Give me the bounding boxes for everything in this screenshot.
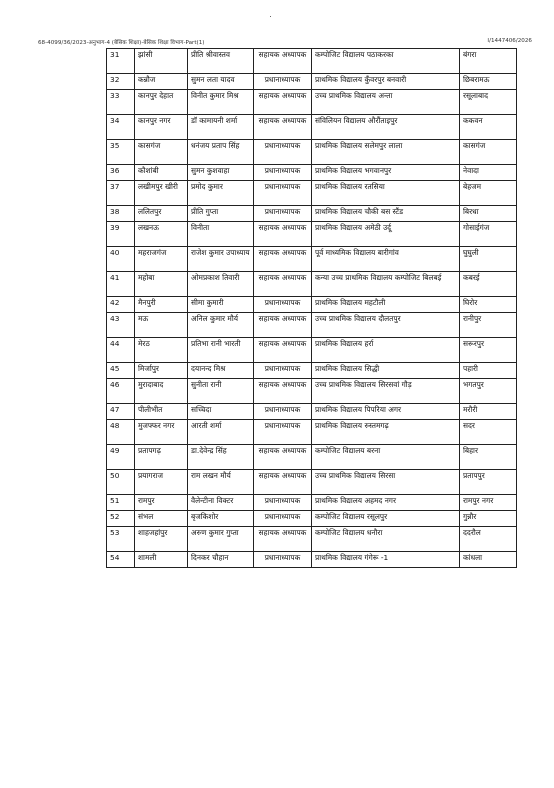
district-name: मुजफ्फर नगर xyxy=(135,420,188,445)
teacher-name: सुमन कुशवाहा xyxy=(188,165,254,181)
district-name: महोबा xyxy=(135,272,188,297)
table-body xyxy=(107,49,517,568)
block-name: ददरौल xyxy=(460,527,517,552)
block-name: सदर xyxy=(460,420,517,445)
table-row xyxy=(107,527,517,552)
teacher-list-table xyxy=(106,48,517,568)
designation: प्रधानाध्यापक xyxy=(254,206,312,222)
table-row xyxy=(107,140,517,165)
document-number: I/1447406/2026 xyxy=(487,38,532,44)
designation: प्रधानाध्यापक xyxy=(254,420,312,445)
designation: सहायक अध्यापक xyxy=(254,115,312,140)
table-row xyxy=(107,470,517,495)
district-name: कानपुर देहात xyxy=(135,90,188,115)
teacher-name: डॉ कामायनी शर्मा xyxy=(188,115,254,140)
teacher-name: बृजकिशोर xyxy=(188,511,254,527)
district-name: रामपुर xyxy=(135,495,188,511)
serial-number: 54 xyxy=(107,552,135,568)
block-name: प्रतापपुर xyxy=(460,470,517,495)
designation: सहायक अध्यापक xyxy=(254,313,312,338)
designation: सहायक अध्यापक xyxy=(254,222,312,247)
table-row xyxy=(107,247,517,272)
school-name: प्राथमिक विद्यालय रतसिया xyxy=(312,181,460,206)
table-row xyxy=(107,338,517,363)
teacher-name: ओमप्रकाश तिवारी xyxy=(188,272,254,297)
teacher-name: विनीता xyxy=(188,222,254,247)
serial-number: 48 xyxy=(107,420,135,445)
district-name: कासगंज xyxy=(135,140,188,165)
block-name: बंगरा xyxy=(460,49,517,74)
teacher-name: सीमा कुमारी xyxy=(188,297,254,313)
table-row xyxy=(107,49,517,74)
district-name: मुरादाबाद xyxy=(135,379,188,404)
serial-number: 47 xyxy=(107,404,135,420)
designation: सहायक अध्यापक xyxy=(254,272,312,297)
table-row xyxy=(107,445,517,470)
teacher-name: अरुण कुमार गुप्ता xyxy=(188,527,254,552)
teacher-name: सच्चिदा xyxy=(188,404,254,420)
district-name: मेरठ xyxy=(135,338,188,363)
document-header xyxy=(38,38,532,48)
block-name: भगतपुर xyxy=(460,379,517,404)
table-row xyxy=(107,420,517,445)
school-name: उच्च प्राथमिक विद्यालय सिरसा xyxy=(312,470,460,495)
table-row xyxy=(107,74,517,90)
block-name: ककवन xyxy=(460,115,517,140)
district-name: झांसी xyxy=(135,49,188,74)
block-name: घुघुली xyxy=(460,247,517,272)
teacher-name: प्रतिभा रानी भारती xyxy=(188,338,254,363)
block-name: बिरधा xyxy=(460,206,517,222)
block-name: पहारी xyxy=(460,363,517,379)
block-name: गोसाईगंज xyxy=(460,222,517,247)
district-name: शामली xyxy=(135,552,188,568)
designation: सहायक अध्यापक xyxy=(254,445,312,470)
school-name: कम्पोजिट विद्यालय बरना xyxy=(312,445,460,470)
school-name: उच्च प्राथमिक विद्यालय अन्ता xyxy=(312,90,460,115)
school-name: संविलियन विद्यालय औरौंताइपुर xyxy=(312,115,460,140)
designation: प्रधानाध्यापक xyxy=(254,404,312,420)
teacher-name: राम लखन मौर्य xyxy=(188,470,254,495)
block-name: रसूलाबाद xyxy=(460,90,517,115)
designation: सहायक अध्यापक xyxy=(254,338,312,363)
table-row xyxy=(107,404,517,420)
table-row xyxy=(107,90,517,115)
table-row xyxy=(107,181,517,206)
school-name: प्राथमिक विद्यालय पिपरिया अगर xyxy=(312,404,460,420)
serial-number: 32 xyxy=(107,74,135,90)
table-row xyxy=(107,297,517,313)
designation: प्रधानाध्यापक xyxy=(254,297,312,313)
block-name: रानीपुर xyxy=(460,313,517,338)
table-row xyxy=(107,115,517,140)
designation: सहायक अध्यापक xyxy=(254,90,312,115)
teacher-name: राजेश कुमार उपाध्याय xyxy=(188,247,254,272)
teacher-name: वैलेन्टीना विक्टर xyxy=(188,495,254,511)
school-name: प्राथमिक विद्यालय अहमद नगर xyxy=(312,495,460,511)
serial-number: 41 xyxy=(107,272,135,297)
school-name: प्राथमिक विद्यालय गंगेरू -1 xyxy=(312,552,460,568)
block-name: कांधला xyxy=(460,552,517,568)
school-name: प्राथमिक विद्यालय हर्रा xyxy=(312,338,460,363)
school-name: पूर्व माध्यमिक विद्यालय बारीगांव xyxy=(312,247,460,272)
serial-number: 49 xyxy=(107,445,135,470)
school-name: उच्च प्राथमिक विद्यालय दौलतपुर xyxy=(312,313,460,338)
table-row xyxy=(107,379,517,404)
block-name: घिरोर xyxy=(460,297,517,313)
serial-number: 45 xyxy=(107,363,135,379)
serial-number: 33 xyxy=(107,90,135,115)
district-name: लखीमपुर खीरी xyxy=(135,181,188,206)
teacher-name: डा.देवेन्द्र सिंह xyxy=(188,445,254,470)
designation: सहायक अध्यापक xyxy=(254,49,312,74)
block-name: बेहजम xyxy=(460,181,517,206)
school-name: प्राथमिक विद्यालय रुस्तमगढ़ xyxy=(312,420,460,445)
teacher-name: प्रमोद कुमार xyxy=(188,181,254,206)
serial-number: 53 xyxy=(107,527,135,552)
designation: प्रधानाध्यापक xyxy=(254,552,312,568)
designation: सहायक अध्यापक xyxy=(254,527,312,552)
district-name: मैनपुरी xyxy=(135,297,188,313)
table-row xyxy=(107,165,517,181)
teacher-name: आरती शर्मा xyxy=(188,420,254,445)
district-name: पीलीभीत xyxy=(135,404,188,420)
serial-number: 40 xyxy=(107,247,135,272)
school-name: कम्पोजिट विद्यालय पठाकरका xyxy=(312,49,460,74)
table-row xyxy=(107,511,517,527)
school-name: प्राथमिक विद्यालय भगवानपुर xyxy=(312,165,460,181)
designation: प्रधानाध्यापक xyxy=(254,165,312,181)
designation: प्रधानाध्यापक xyxy=(254,140,312,165)
teacher-name: धनंजय प्रताप सिंह xyxy=(188,140,254,165)
serial-number: 38 xyxy=(107,206,135,222)
table-row xyxy=(107,272,517,297)
speck-mark xyxy=(270,16,271,17)
block-name: कबरई xyxy=(460,272,517,297)
teacher-name: प्रीति गुप्ता xyxy=(188,206,254,222)
teacher-name: विनीत कुमार मिश्र xyxy=(188,90,254,115)
designation: सहायक अध्यापक xyxy=(254,247,312,272)
school-name: उच्च प्राथमिक विद्यालय सिरसवां गौड़ xyxy=(312,379,460,404)
district-name: कानपुर नगर xyxy=(135,115,188,140)
table-row xyxy=(107,206,517,222)
block-name: गुन्नौर xyxy=(460,511,517,527)
teacher-name: दयानन्द मिश्र xyxy=(188,363,254,379)
serial-number: 44 xyxy=(107,338,135,363)
serial-number: 50 xyxy=(107,470,135,495)
serial-number: 43 xyxy=(107,313,135,338)
serial-number: 36 xyxy=(107,165,135,181)
designation: प्रधानाध्यापक xyxy=(254,495,312,511)
district-name: प्रयागराज xyxy=(135,470,188,495)
block-name: रामपुर नगर xyxy=(460,495,517,511)
block-name: बिहार xyxy=(460,445,517,470)
school-name: प्राथमिक विद्यालय चौकी बस स्टैंड xyxy=(312,206,460,222)
designation: सहायक अध्यापक xyxy=(254,379,312,404)
table-row xyxy=(107,363,517,379)
school-name: प्राथमिक विद्यालय सिद्धी xyxy=(312,363,460,379)
serial-number: 52 xyxy=(107,511,135,527)
teacher-name: दिनकर चौहान xyxy=(188,552,254,568)
block-name: मरौरी xyxy=(460,404,517,420)
block-name: नेवादा xyxy=(460,165,517,181)
serial-number: 39 xyxy=(107,222,135,247)
school-name: प्राथमिक विद्यालय अमेठी उर्दू xyxy=(312,222,460,247)
teacher-name: सुनीता रानी xyxy=(188,379,254,404)
serial-number: 46 xyxy=(107,379,135,404)
designation: प्रधानाध्यापक xyxy=(254,181,312,206)
district-name: प्रतापगढ़ xyxy=(135,445,188,470)
table-row xyxy=(107,222,517,247)
school-name: कम्पोजिट विद्यालय धनौरा xyxy=(312,527,460,552)
district-name: कौशांबी xyxy=(135,165,188,181)
teacher-name: प्रीति श्रीवास्तव xyxy=(188,49,254,74)
district-name: महराजगंज xyxy=(135,247,188,272)
designation: प्रधानाध्यापक xyxy=(254,74,312,90)
district-name: शाहजहांपुर xyxy=(135,527,188,552)
district-name: ललितपुर xyxy=(135,206,188,222)
district-name: मऊ xyxy=(135,313,188,338)
serial-number: 31 xyxy=(107,49,135,74)
block-name: छिबरामऊ xyxy=(460,74,517,90)
block-name: सरूरपुर xyxy=(460,338,517,363)
serial-number: 35 xyxy=(107,140,135,165)
district-name: मिर्जापुर xyxy=(135,363,188,379)
designation: प्रधानाध्यापक xyxy=(254,511,312,527)
serial-number: 51 xyxy=(107,495,135,511)
school-name: प्राथमिक विद्यालय सलेमपुर लाला xyxy=(312,140,460,165)
school-name: कम्पोजिट विद्यालय रसूलपुर xyxy=(312,511,460,527)
district-name: लखनऊ xyxy=(135,222,188,247)
school-name: प्राथमिक विद्यालय महटौली xyxy=(312,297,460,313)
file-reference: 68-4099/36/2023-अनुभाग-4 (बेसिक शिक्षा)-बेसिक शिक्षा विभाग-Part(1) xyxy=(38,40,205,46)
school-name: प्राथमिक विद्यालय कुँवरपुर बनवारी xyxy=(312,74,460,90)
table-row xyxy=(107,552,517,568)
designation: प्रधानाध्यापक xyxy=(254,363,312,379)
designation: सहायक अध्यापक xyxy=(254,470,312,495)
serial-number: 37 xyxy=(107,181,135,206)
table-row xyxy=(107,495,517,511)
district-name: कन्नौज xyxy=(135,74,188,90)
serial-number: 34 xyxy=(107,115,135,140)
district-name: संभल xyxy=(135,511,188,527)
school-name: कन्या उच्च प्राथमिक विद्यालय कम्पोजिट बिलबई xyxy=(312,272,460,297)
teacher-name: सुमन लता यादव xyxy=(188,74,254,90)
teacher-name: अनिल कुमार मौर्य xyxy=(188,313,254,338)
table-row xyxy=(107,313,517,338)
serial-number: 42 xyxy=(107,297,135,313)
block-name: कासगंज xyxy=(460,140,517,165)
